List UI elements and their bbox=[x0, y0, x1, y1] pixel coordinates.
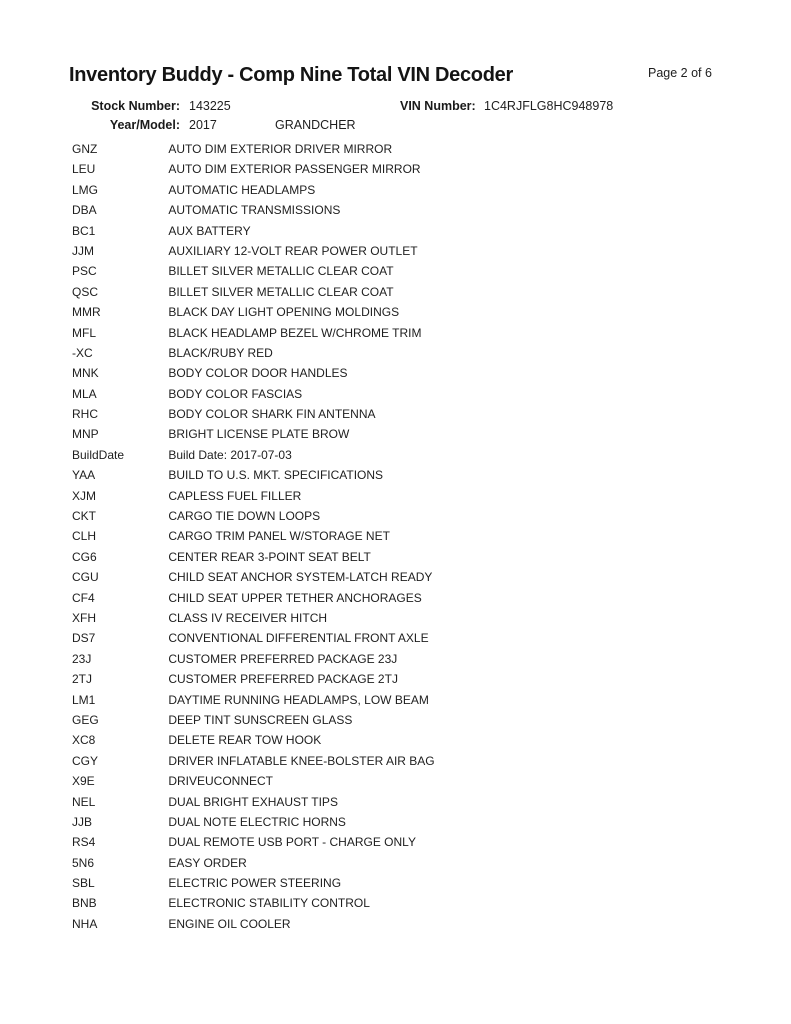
table-row bbox=[72, 526, 752, 546]
option-description: AUX BATTERY bbox=[168, 223, 251, 238]
option-code: GNZ bbox=[72, 142, 98, 156]
table-row bbox=[72, 914, 752, 934]
vin-number-label: VIN Number: bbox=[400, 99, 476, 113]
table-row bbox=[72, 588, 752, 608]
option-code: YAA bbox=[72, 468, 96, 483]
option-code: BuildDate bbox=[72, 447, 125, 462]
option-code: MNK bbox=[72, 366, 99, 381]
option-description: CHILD SEAT ANCHOR SYSTEM-LATCH READY bbox=[168, 570, 433, 585]
table-row bbox=[72, 221, 752, 241]
option-description: CLASS IV RECEIVER HITCH bbox=[168, 610, 328, 625]
option-code: MMR bbox=[72, 305, 101, 320]
table-row bbox=[72, 363, 752, 383]
table-row bbox=[72, 567, 752, 587]
option-description: CUSTOMER PREFERRED PACKAGE 2TJ bbox=[168, 672, 398, 687]
option-code: CLH bbox=[72, 529, 97, 544]
vin-number-value: 1C4RJFLG8HC948978 bbox=[484, 99, 614, 113]
option-code: CF4 bbox=[72, 590, 95, 605]
option-description: BLACK/RUBY RED bbox=[168, 345, 273, 360]
table-row bbox=[72, 261, 752, 281]
table-row bbox=[72, 384, 752, 404]
table-row bbox=[72, 547, 752, 567]
option-code: XJM bbox=[72, 488, 96, 503]
option-code: SBL bbox=[72, 876, 95, 891]
table-row bbox=[72, 628, 752, 648]
year-model-label: Year/Model: bbox=[109, 118, 180, 132]
option-code: LEU bbox=[72, 162, 96, 177]
option-description: ELECTRONIC STABILITY CONTROL bbox=[168, 896, 370, 911]
option-description: CARGO TRIM PANEL W/STORAGE NET bbox=[168, 529, 390, 544]
option-description: Build Date: 2017-07-03 bbox=[168, 447, 292, 462]
table-row bbox=[72, 812, 752, 832]
option-code: NEL bbox=[72, 794, 96, 809]
table-row bbox=[72, 832, 752, 852]
option-description: EASY ORDER bbox=[168, 855, 247, 870]
page-title: Inventory Buddy - Comp Nine Total VIN Decoder bbox=[69, 64, 513, 86]
table-row bbox=[72, 608, 752, 628]
option-description: AUTOMATIC HEADLAMPS bbox=[168, 182, 316, 197]
option-code: CKT bbox=[72, 509, 96, 524]
option-code: RS4 bbox=[72, 835, 96, 850]
option-description: DUAL NOTE ELECTRIC HORNS bbox=[168, 814, 346, 829]
table-row bbox=[72, 893, 752, 913]
option-code: CGU bbox=[72, 570, 99, 585]
table-row bbox=[72, 771, 752, 791]
option-code: DS7 bbox=[72, 631, 96, 646]
option-code: JJM bbox=[72, 243, 94, 258]
option-code: MFL bbox=[72, 325, 96, 340]
option-description: DEEP TINT SUNSCREEN GLASS bbox=[168, 712, 353, 727]
option-code: X9E bbox=[72, 774, 95, 789]
model-value: GRANDCHER bbox=[275, 118, 356, 132]
option-description: CARGO TIE DOWN LOOPS bbox=[168, 509, 321, 524]
option-code: XC8 bbox=[72, 733, 96, 748]
option-code: GEG bbox=[72, 712, 99, 727]
option-description: CENTER REAR 3-POINT SEAT BELT bbox=[168, 549, 371, 564]
option-description: BODY COLOR FASCIAS bbox=[168, 386, 303, 401]
options-list bbox=[72, 139, 752, 934]
option-description: AUTO DIM EXTERIOR PASSENGER MIRROR bbox=[168, 162, 421, 177]
page-number: Page 2 of 6 bbox=[648, 66, 712, 80]
year-value: 2017 bbox=[189, 118, 217, 132]
option-code: 2TJ bbox=[72, 672, 93, 687]
table-row bbox=[72, 302, 752, 322]
table-row bbox=[72, 241, 752, 261]
option-description: BODY COLOR SHARK FIN ANTENNA bbox=[168, 407, 376, 422]
table-row bbox=[72, 200, 752, 220]
option-code: CGY bbox=[72, 753, 99, 768]
table-row bbox=[72, 343, 752, 363]
option-description: DRIVEUCONNECT bbox=[168, 774, 274, 789]
option-description: CAPLESS FUEL FILLER bbox=[168, 488, 302, 503]
option-code: CG6 bbox=[72, 549, 97, 564]
option-description: DRIVER INFLATABLE KNEE-BOLSTER AIR BAG bbox=[168, 753, 435, 768]
table-row bbox=[72, 792, 752, 812]
table-row bbox=[72, 730, 752, 750]
option-description: BRIGHT LICENSE PLATE BROW bbox=[168, 427, 350, 442]
option-description: DUAL REMOTE USB PORT - CHARGE ONLY bbox=[168, 835, 416, 850]
option-description: AUXILIARY 12-VOLT REAR POWER OUTLET bbox=[168, 243, 418, 258]
table-row bbox=[72, 690, 752, 710]
option-description: BLACK DAY LIGHT OPENING MOLDINGS bbox=[168, 305, 400, 320]
table-row bbox=[72, 424, 752, 444]
table-row bbox=[72, 465, 752, 485]
option-code: 23J bbox=[72, 651, 92, 666]
option-code: DBA bbox=[72, 203, 97, 218]
option-code: BNB bbox=[72, 896, 97, 911]
stock-number-label: Stock Number: bbox=[91, 99, 180, 113]
option-code: JJB bbox=[72, 814, 93, 829]
option-code: RHC bbox=[72, 407, 98, 422]
table-row bbox=[72, 323, 752, 343]
table-row bbox=[72, 669, 752, 689]
option-description: ELECTRIC POWER STEERING bbox=[168, 876, 342, 891]
option-description: DELETE REAR TOW HOOK bbox=[168, 733, 322, 748]
table-row bbox=[72, 751, 752, 771]
option-description: BILLET SILVER METALLIC CLEAR COAT bbox=[168, 284, 394, 299]
table-row bbox=[72, 180, 752, 200]
option-description: AUTOMATIC TRANSMISSIONS bbox=[168, 203, 341, 218]
option-description: CHILD SEAT UPPER TETHER ANCHORAGES bbox=[168, 590, 422, 605]
stock-number-value: 143225 bbox=[189, 99, 231, 113]
option-code: NHA bbox=[72, 916, 98, 931]
option-description: BLACK HEADLAMP BEZEL W/CHROME TRIM bbox=[168, 325, 422, 340]
option-description: AUTO DIM EXTERIOR DRIVER MIRROR bbox=[168, 142, 393, 156]
table-row bbox=[72, 159, 752, 179]
option-code: LMG bbox=[72, 182, 99, 197]
option-code: XFH bbox=[72, 610, 96, 625]
table-row bbox=[72, 649, 752, 669]
option-code: BC1 bbox=[72, 223, 96, 238]
option-description: DAYTIME RUNNING HEADLAMPS, LOW BEAM bbox=[168, 692, 429, 707]
table-row bbox=[72, 404, 752, 424]
option-code: MNP bbox=[72, 427, 99, 442]
option-code: PSC bbox=[72, 264, 97, 279]
option-code: MLA bbox=[72, 386, 97, 401]
option-description: DUAL BRIGHT EXHAUST TIPS bbox=[168, 794, 338, 809]
table-row bbox=[72, 445, 752, 465]
option-description: BILLET SILVER METALLIC CLEAR COAT bbox=[168, 264, 394, 279]
option-code: QSC bbox=[72, 284, 99, 299]
table-row bbox=[72, 710, 752, 730]
option-description: ENGINE OIL COOLER bbox=[168, 916, 291, 931]
table-row bbox=[72, 282, 752, 302]
option-description: CUSTOMER PREFERRED PACKAGE 23J bbox=[168, 651, 398, 666]
option-description: BODY COLOR DOOR HANDLES bbox=[168, 366, 348, 381]
table-row bbox=[72, 873, 752, 893]
option-code: LM1 bbox=[72, 692, 96, 707]
option-code: 5N6 bbox=[72, 855, 95, 870]
option-description: CONVENTIONAL DIFFERENTIAL FRONT AXLE bbox=[168, 631, 429, 646]
table-row bbox=[72, 139, 752, 159]
table-row bbox=[72, 853, 752, 873]
table-row bbox=[72, 486, 752, 506]
option-description: BUILD TO U.S. MKT. SPECIFICATIONS bbox=[168, 468, 384, 483]
table-row bbox=[72, 506, 752, 526]
option-code: -XC bbox=[72, 345, 93, 360]
